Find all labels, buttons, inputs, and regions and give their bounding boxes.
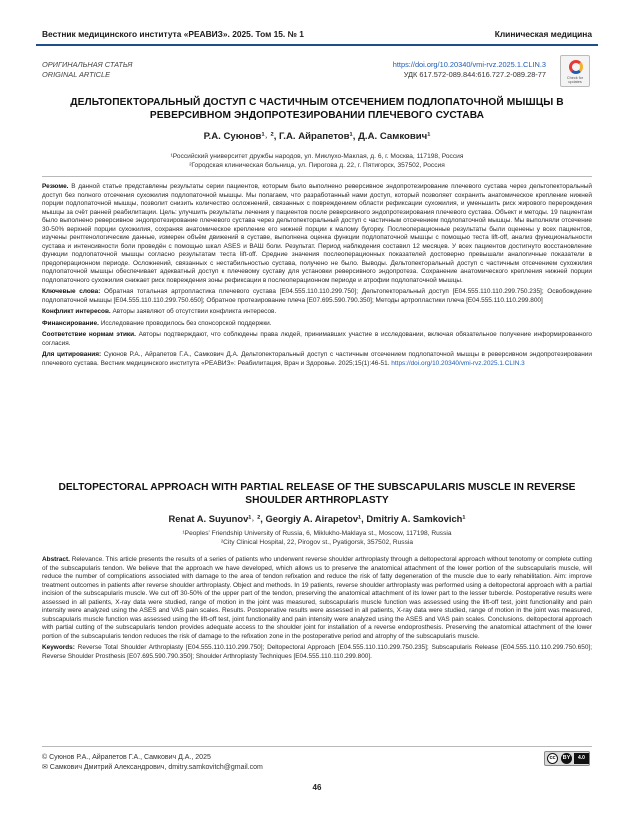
- conflict-ru-label: Конфликт интересов.: [42, 308, 111, 315]
- journal-name: Вестник медицинского института «РЕАВИЗ». 2025. Том 15. № 1: [42, 29, 304, 39]
- keywords-ru-label: Ключевые слова:: [42, 288, 101, 295]
- affiliations-ru: [40, 152, 594, 170]
- ethics-ru-label: Соответствие нормам этики.: [42, 331, 136, 338]
- affiliation-en-1: ¹Peoples' Friendship University of Russia, 6, Miklukho-Maklaya st., Moscow, 117198, Russia: [182, 530, 452, 537]
- footer: [42, 753, 263, 773]
- abstract-en-label: Abstract.: [42, 556, 70, 563]
- copyright: © Суюнов Р.А., Айрапетов Г.А., Самкович Д.А., 2025: [42, 754, 211, 761]
- keywords-en-label: Keywords:: [42, 644, 75, 651]
- abstract-en-block: [42, 556, 592, 664]
- keywords-ru: [42, 288, 592, 305]
- article-type-ru: ОРИГИНАЛЬНАЯ СТАТЬЯ: [42, 60, 133, 69]
- by-icon: BY: [561, 753, 572, 764]
- abstract-ru-label: Резюме.: [42, 183, 69, 190]
- udc-code: УДК 617.572-089.844:616.727.2-089.28-77: [403, 70, 546, 79]
- article-identifiers: [393, 60, 546, 80]
- cc-license-badge[interactable]: [544, 751, 590, 766]
- funding-ru: [42, 320, 592, 329]
- abstract-ru-text: В данной статье представлены результаты серии пациентов, которым было выполнено реверсивное эндопротезирование плечевого сустава через дельтопекторальный доступ без полного отсечения сухожилия подлопаточной мышцы. Мы полагаем, что разработанный нами доступ, который позволяет сохранить анатомическое крепление нижней порции подлопаточной мышцы, позволит снизить количество осложнений, связанных с повреждением области рефиксации сухожилия, и уменьшить риск жирового перерождения мышцы за счёт ранней реабилитации. Цель: улучшить результаты лечения у пациентов после реверсивного эндопротезирования плечевого сустава. Объект и методы. 19 пациентам было выполнено реверсивное эндопротезирование плечевого сустава через дельтопекторальный доступ с частичным отсечением подлопаточной мышцы. Мы выполняли отсечение 30-50% верхней порции сухожилия, сохраняя анатомическое крепление его нижней порции к малому бугорку. Послеоперационные результаты были оценены у всех пациентов, изучены рентгенологические данные, измерен объём движений в суставе, выполнена оценка функции подлопаточной мышцы с помощью теста lift-off, анализ функциональности сустава и интенсивности боли проведён с помощью шкал ASES и ВАШ боли. Результат. Период наблюдения составил 12 месяцев. У всех пациентов достигнуто восстановление функции подлопаточной мышцы согласно результатам теста lift-off. Средние значения послеоперационных показателей достоверно превышали аналогичные показатели в предоперационном периоде. Осложнений, связанных с нестабильностью сустава, получено не было. Выводы. Дельтопекторальный доступ с частичным отсечением сухожилия подлопаточной мышцы обеспечивает адекватный доступ к плечевому суставу для установки реверсивного эндопротеза. Сохранение анатомического крепления нижней порции подлопаточного сухожилия снижает риск повреждения зоны рефиксации в послеоперационном периоде и атрофии подлопаточной мышцы.: [42, 183, 592, 284]
- conflict-ru: [42, 308, 592, 317]
- title-ru: ДЕЛЬТОПЕКТОРАЛЬНЫЙ ДОСТУП С ЧАСТИЧНЫМ ОТСЕЧЕНИЕМ ПОДЛОПАТОЧНОЙ МЫШЦЫ В РЕВЕРСИВНОМ ЭНДОПРОТЕЗИРОВАНИИ ПЛЕЧЕВОГО СУСТАВА: [70, 97, 564, 121]
- abstract-ru: [42, 183, 592, 285]
- authors-ru: Р.А. Суюнов¹˒ ², Г.А. Айрапетов¹, Д.А. Самкович¹: [203, 131, 431, 142]
- citation-ru: [42, 351, 592, 368]
- corresponding-author: ✉ Самкович Дмитрий Александрович, dmitry.samkovitch@gmail.com: [42, 764, 263, 771]
- abstract-en: [42, 556, 592, 641]
- abstract-en-text: Relevance. This article presents the results of a series of patients who underwent reverse shoulder arthroplasty through a deltopectoral approach without tenotomy or complete cutting of the subscapularis tendon. We believe that the approach we have developed, which allows us to preserve the anatomical attachment of the lower portion of the subscapularis muscle, will reduce the number of complications associated with damage to the area of tendon refixation and reduce the risk of fatty degeneration of the muscle due to early rehabilitation. Aim: improve treatment outcomes in patients after reverse shoulder arthroplasty. Object and methods. In 19 patients, reverse shoulder arthroplasty was performed using a deltopectoral approach with a partial incision of the subscapularis muscle. We cut off 30-50% of the upper part of the tendon, preserving the anatomical attachment of its lower part to the lesser tubercle. Postoperative results were assessed in all patients, X-ray data were studied, range of motion in the joint was measured, subscapularis muscle function was assessed using the lift-off test, joint functionality and pain intensity were analyzed using the ASES and VAS pain scales. Results. Postoperative results were assessed in all patients, X-ray data were studied, range of motion in the joint was measured, subscapularis muscle function was assessed using the lift-off test, joint functionality and pain intensity were analyzed using the ASES and VAS pain scales. Conclusions. deltopectoral approach with partial cutting of the subscapularis tendon provides adequate access to the shoulder joint for installation of a reverse endoprosthesis. Preserving the anatomical attachment of the lower portion of the subscapularis tendon reduces the risk of damage to the refixation zone in the postoperative period and atrophy of the subscapularis muscle.: [42, 556, 592, 640]
- crossmark-label: Check for updates: [566, 76, 584, 85]
- section-divider: [42, 176, 592, 177]
- article-type: [42, 60, 132, 80]
- citation-ru-text: Суюнов Р.А., Айрапетов Г.А., Самкович Д.А. Дельтопекторальный доступ с частичным отсечением подлопаточной мышцы в реверсивном эндопротезировании плечевого сустава. Вестник медицинского института «РЕАВИЗ»: Реабилитация, Врач и Здоровье. 2025;15(1):46-51.: [42, 351, 592, 367]
- title-en: DELTOPECTORAL APPROACH WITH PARTIAL RELEASE OF THE SUBSCAPULARIS MUSCLE IN REVERSE SHOULDER ARTHROPLASTY: [58, 482, 576, 506]
- abstract-ru-block: [42, 183, 592, 371]
- ethics-ru-text: Авторы подтверждают, что соблюдены права людей, принимавших участие в исследовании, включая обязательное получение информированного согласия.: [42, 331, 593, 347]
- conflict-ru-text: Авторы заявляют об отсутствии конфликта интересов.: [112, 308, 277, 315]
- doi-link[interactable]: https://doi.org/10.20340/vmi-rvz.2025.1.CLIN.3: [392, 60, 546, 69]
- citation-doi-link[interactable]: https://doi.org/10.20340/vmi-rvz.2025.1.CLIN.3: [391, 359, 525, 367]
- keywords-en: [42, 644, 592, 661]
- journal-header: [0, 26, 634, 43]
- page-number: 46: [312, 783, 322, 792]
- header-rule: [36, 44, 598, 46]
- affiliation-ru-2: ²Городская клиническая больница, ул. Пирогова д. 22, г. Пятигорск, 357502, Россия: [189, 162, 445, 169]
- crossmark-icon: [569, 60, 583, 74]
- footer-divider: [42, 746, 592, 747]
- ethics-ru: [42, 331, 592, 348]
- affiliation-ru-1: ¹Российский университет дружбы народов, ул. Миклухо-Маклая, д. 6, г. Москва, 117198, Россия: [170, 153, 464, 160]
- crossmark-badge[interactable]: [560, 55, 590, 87]
- authors-en: Renat A. Suyunov¹˒ ², Georgiy A. Airapetov¹, Dmitriy A. Samkovich¹: [168, 513, 466, 524]
- funding-ru-text: Исследование проводилось без спонсорской поддержки.: [100, 319, 272, 327]
- citation-ru-label: Для цитирования:: [42, 351, 102, 358]
- journal-section: Клиническая медицина: [494, 29, 592, 39]
- affiliations-en: [40, 530, 594, 547]
- cc-icon: cc: [547, 753, 558, 764]
- keywords-en-text: Reverse Total Shoulder Arthroplasty [E04.555.110.110.299.750]; Deltopectoral Approach [E04.555.110.110.299.750.235]; Subscapularis Release [E04.555.110.110.299.750.650]; Reverse Shoulder Prosthesis [E07.695.590.790.350]; Shoulder Arthroplasty Techniques [E04.555.110.110.299.800].: [42, 644, 592, 660]
- article-type-en: ORIGINAL ARTICLE: [42, 70, 111, 79]
- license-version: 4.0: [574, 753, 589, 764]
- keywords-ru-text: Обратная тотальная артропластика плечевого сустава [E04.555.110.110.299.750]; Дельтопекторальный доступ [E04.555.110.110.299.750.235]; Освобождение подлопаточной мышцы [E04.555.110.110.299.750.650]; Обратное протезирование плеча [E07.695.590.790.350]; Методы артропластики плеча [E04.555.110.110.299.800]: [42, 288, 592, 304]
- affiliation-en-2: ²City Clinical Hospital, 22, Pirogov st., Pyatigorsk, 357502, Russia: [220, 538, 414, 546]
- funding-ru-label: Финансирование.: [42, 319, 99, 327]
